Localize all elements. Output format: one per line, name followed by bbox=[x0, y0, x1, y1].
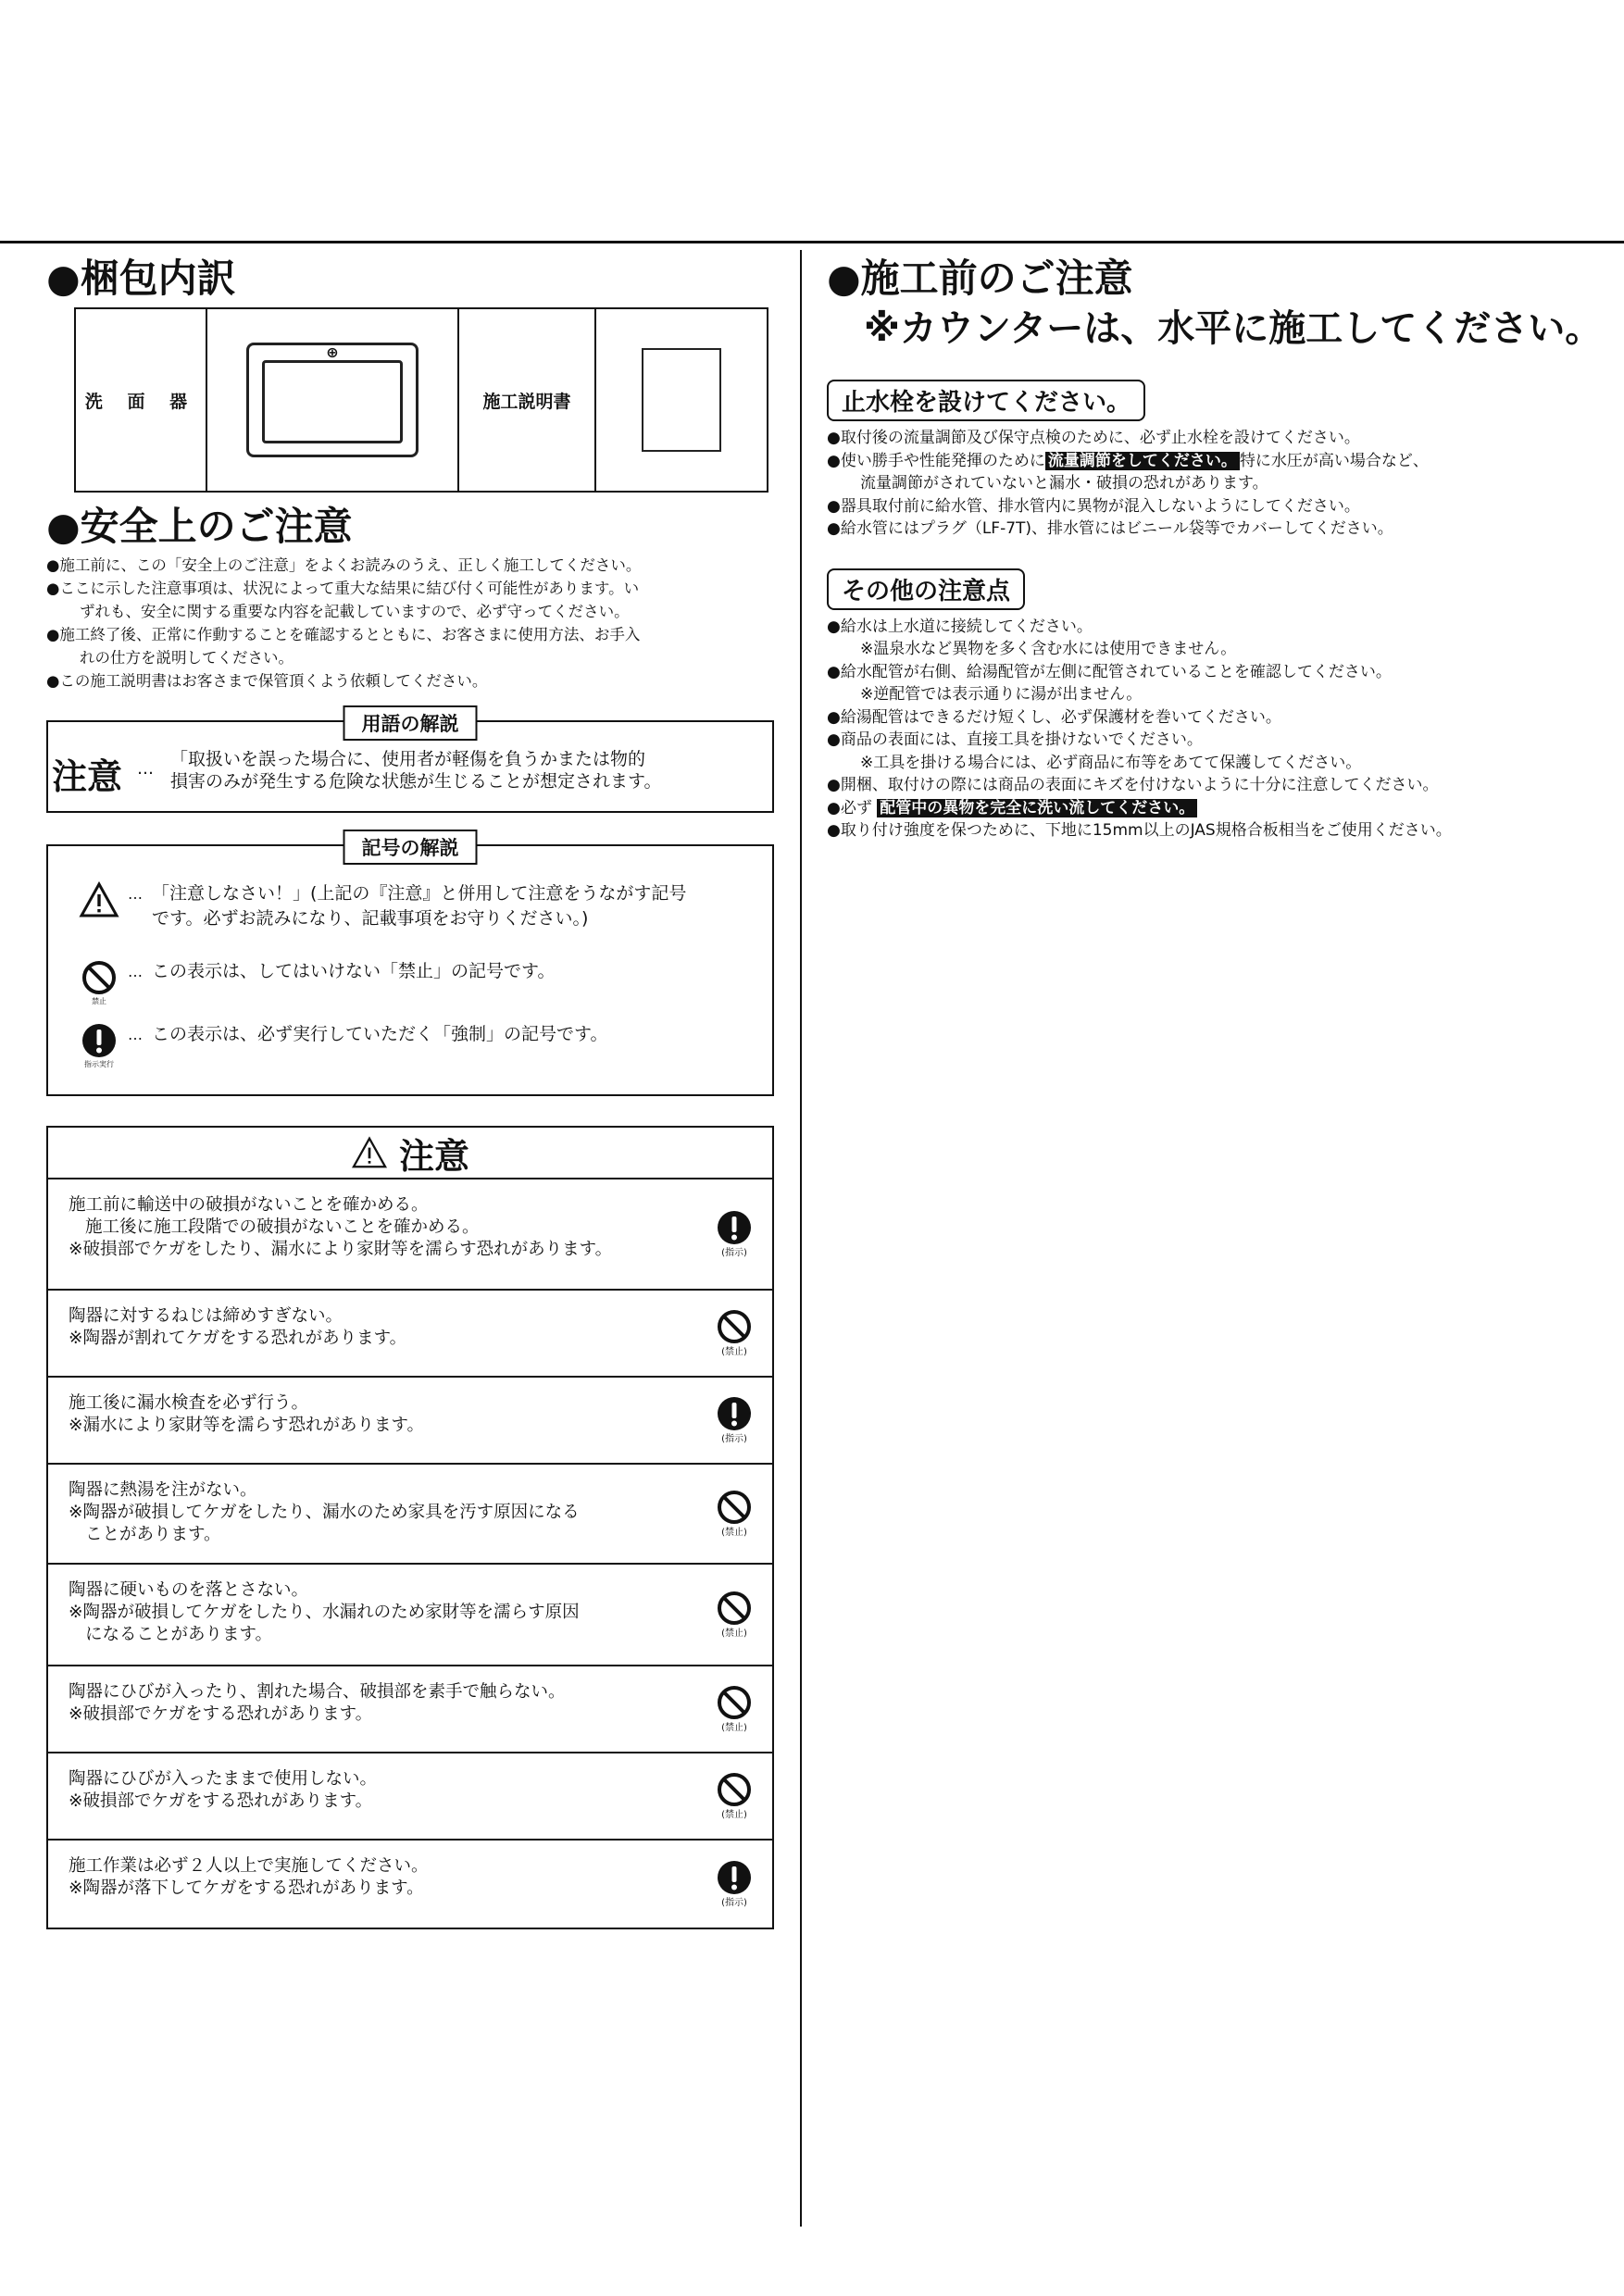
list-item: ●必ず 配管中の異物を完全に洗い流してください。 bbox=[827, 797, 1605, 820]
caution-line: ことがあります。 bbox=[85, 1525, 221, 1544]
term-word: 注意 bbox=[52, 756, 123, 797]
precaution-title: ●施工前のご注意 bbox=[827, 256, 1133, 301]
caution-line: 施工後に漏水検査を必ず行う。 bbox=[69, 1393, 309, 1413]
column-divider bbox=[800, 250, 802, 2227]
caution-header bbox=[48, 1128, 772, 1179]
caution-line: 陶器にひびが入ったままで使用しない。 bbox=[69, 1769, 378, 1789]
list-item: ●給水管にはプラグ（LF-7T)、排水管にはビニール袋等でカバーしてください。 bbox=[827, 519, 1393, 538]
package-title: ●梱包内訳 bbox=[46, 256, 236, 301]
prohibit-icon bbox=[81, 959, 118, 996]
list-item: ●取り付け強度を保つために、下地に15mm以上のJAS規格合板相当をご使用ください。 bbox=[827, 821, 1452, 840]
washbasin-label: 洗 面 器 bbox=[76, 309, 207, 491]
list-item: ●商品の表面には、直接工具を掛けないでください。 ※工具を掛ける場合には、必ず商品に布等をあてて保護してください。 bbox=[827, 730, 1362, 772]
list-item: ●給水は上水道に接続してください。 ※温泉水など異物を多く含む水には使用できません。 bbox=[827, 617, 1237, 658]
package-contents-table bbox=[74, 307, 768, 493]
washbasin-illustration bbox=[207, 309, 459, 491]
prohibit-icon: (禁止) bbox=[711, 1590, 757, 1640]
manual-label: 施工説明書 bbox=[459, 309, 596, 491]
prohibit-symbol-row: 禁止 … この表示は、してはいけない「禁止」の記号です。 bbox=[76, 959, 726, 1006]
caution-line: 施工後に施工段階での破損がないことを確かめる。 bbox=[85, 1217, 480, 1237]
term-definition: 「取扱いを誤った場合に、使用者が軽傷を負うかまたは物的 損害のみが発生する危険な状態が生じることが想定されます。 bbox=[170, 749, 662, 792]
caution-line: 陶器に対するねじは締めすぎない。 bbox=[69, 1306, 344, 1326]
left-column bbox=[46, 257, 774, 1929]
right-column bbox=[827, 257, 1605, 842]
mandatory-icon bbox=[81, 1022, 118, 1059]
safety-bullet: ●施工前に、この「安全上のご注意」をよくお読みのうえ、正しく施工してください。 bbox=[46, 556, 642, 574]
highlight: 配管中の異物を完全に洗い流してください。 bbox=[877, 799, 1197, 817]
mandatory-symbol-text: この表示は、必ず実行していただく「強制」の記号です。 bbox=[152, 1024, 608, 1044]
list-item: ●給湯配管はできるだけ短くし、必ず保護材を巻いてください。 bbox=[827, 707, 1281, 727]
caution-row bbox=[48, 1565, 772, 1666]
prohibit-icon: (禁止) bbox=[711, 1771, 757, 1821]
safety-bullet: ●この施工説明書はお客さまで保管頂くよう依頼してください。 bbox=[46, 672, 488, 690]
washbasin-icon bbox=[246, 343, 418, 457]
mandatory-icon: (指示) bbox=[711, 1209, 757, 1259]
caution-line: ※陶器が落下してケガをする恐れがあります。 bbox=[69, 1878, 424, 1898]
prohibit-symbol-text: この表示は、してはいけない「禁止」の記号です。 bbox=[152, 961, 556, 981]
warning-triangle-icon bbox=[79, 881, 119, 918]
term-dots: … bbox=[137, 759, 154, 779]
caution-line: ※陶器が破損してケガをしたり、水漏れのため家財等を濡らす原因 bbox=[69, 1603, 580, 1622]
list-item: ●給水配管が右側、給湯配管が左側に配管されていることを確認してください。 ※逆配管では表示通りに湯が出ません。 bbox=[827, 662, 1392, 704]
other-section-title: その他の注意点 bbox=[827, 568, 1025, 610]
caution-row bbox=[48, 1666, 772, 1753]
list-item: ●開梱、取付けの際には商品の表面にキズを付けないように十分に注意してください。 bbox=[827, 776, 1439, 794]
caution-line: 施工作業は必ず２人以上で実施してください。 bbox=[69, 1856, 429, 1876]
caution-line: ※破損部でケガをする恐れがあります。 bbox=[69, 1704, 373, 1724]
caution-line: 陶器に熱湯を注がない。 bbox=[69, 1480, 257, 1500]
mandatory-icon: (指示) bbox=[711, 1859, 757, 1909]
caution-row bbox=[48, 1291, 772, 1378]
warning-symbol-text: 「注意しなさい！」(上記の『注意』と併用して注意をうながす記号 です。必ずお読みになり、記載事項をお守りください。) bbox=[152, 883, 687, 929]
caution-row bbox=[48, 1179, 772, 1291]
caution-title: 注意 bbox=[398, 1135, 469, 1177]
symbol-box-label: 記号の解説 bbox=[344, 830, 478, 865]
mandatory-icon: (指示) bbox=[711, 1395, 757, 1445]
prohibit-icon: (禁止) bbox=[711, 1684, 757, 1734]
list-item: ●器具取付前に給水管、排水管内に異物が混入しないようにしてください。 bbox=[827, 496, 1360, 516]
term-explanation-box bbox=[46, 713, 774, 813]
caution-line: ※陶器が破損してケガをしたり、漏水のため家具を汚す原因になる bbox=[69, 1503, 580, 1522]
safety-bullets bbox=[46, 554, 774, 693]
symbol-explanation-box bbox=[46, 837, 774, 1096]
caution-rows bbox=[48, 1179, 772, 1928]
caution-table bbox=[46, 1126, 774, 1929]
drain-hole-icon: ⊕ bbox=[326, 343, 339, 361]
caution-line: ※漏水により家財等を濡らす恐れがあります。 bbox=[69, 1416, 425, 1435]
valve-section-list bbox=[827, 427, 1605, 541]
caution-line: ※破損部でケガをしたり、漏水により家財等を濡らす恐れがあります。 bbox=[69, 1240, 613, 1259]
caution-line: 陶器に硬いものを落とさない。 bbox=[69, 1580, 309, 1600]
safety-bullet: ●ここに示した注意事項は、状況によって重大な結果に結び付く可能性があります。い ずれも、安全に関する重要な内容を記載していますので、必ず守ってください。 bbox=[46, 580, 640, 620]
warning-triangle-icon bbox=[351, 1136, 388, 1169]
caution-line: ※陶器が割れてケガをする恐れがあります。 bbox=[69, 1329, 407, 1348]
manual-illustration bbox=[596, 309, 767, 491]
highlight: 流量調節をしてください。 bbox=[1045, 452, 1240, 470]
caution-row bbox=[48, 1841, 772, 1928]
prohibit-icon: (禁止) bbox=[711, 1489, 757, 1539]
prohibit-icon: (禁止) bbox=[711, 1308, 757, 1358]
valve-section-title: 止水栓を設けてください。 bbox=[827, 380, 1145, 421]
top-rule bbox=[0, 241, 1624, 243]
safety-title: ●安全上のご注意 bbox=[46, 504, 353, 549]
list-item: ●使い勝手や性能発揮のために 流量調節をしてください。 特に水圧が高い場合など、 流量調節がされていないと漏水・破損の恐れがあります。 bbox=[827, 451, 1429, 493]
term-box-label: 用語の解説 bbox=[344, 705, 478, 741]
caution-line: 陶器にひびが入ったり、割れた場合、破損部を素手で触らない。 bbox=[69, 1682, 566, 1702]
warning-symbol-row: … 「注意しなさい！」(上記の『注意』と併用して注意をうながす記号 です。必ずお読みになり、記載事項をお守りください。) bbox=[76, 881, 726, 931]
caution-line: ※破損部でケガをする恐れがあります。 bbox=[69, 1791, 373, 1811]
caution-row bbox=[48, 1378, 772, 1465]
manual-icon bbox=[642, 348, 721, 452]
mandatory-symbol-row: 指示実行 … この表示は、必ず実行していただく「強制」の記号です。 bbox=[76, 1022, 726, 1069]
other-section-list bbox=[827, 616, 1605, 842]
list-item: ●取付後の流量調節及び保守点検のために、必ず止水栓を設けてください。 bbox=[827, 429, 1360, 447]
caution-line: になることがあります。 bbox=[85, 1625, 273, 1644]
caution-row bbox=[48, 1465, 772, 1565]
counter-level-notice: ※カウンターは、水平に施工してください。 bbox=[864, 307, 1603, 350]
safety-bullet: ●施工終了後、正常に作動することを確認するとともに、お客さまに使用方法、お手入 れの仕方を説明してください。 bbox=[46, 626, 641, 667]
caution-row bbox=[48, 1753, 772, 1841]
caution-line: 施工前に輸送中の破損がないことを確かめる。 bbox=[69, 1195, 429, 1215]
